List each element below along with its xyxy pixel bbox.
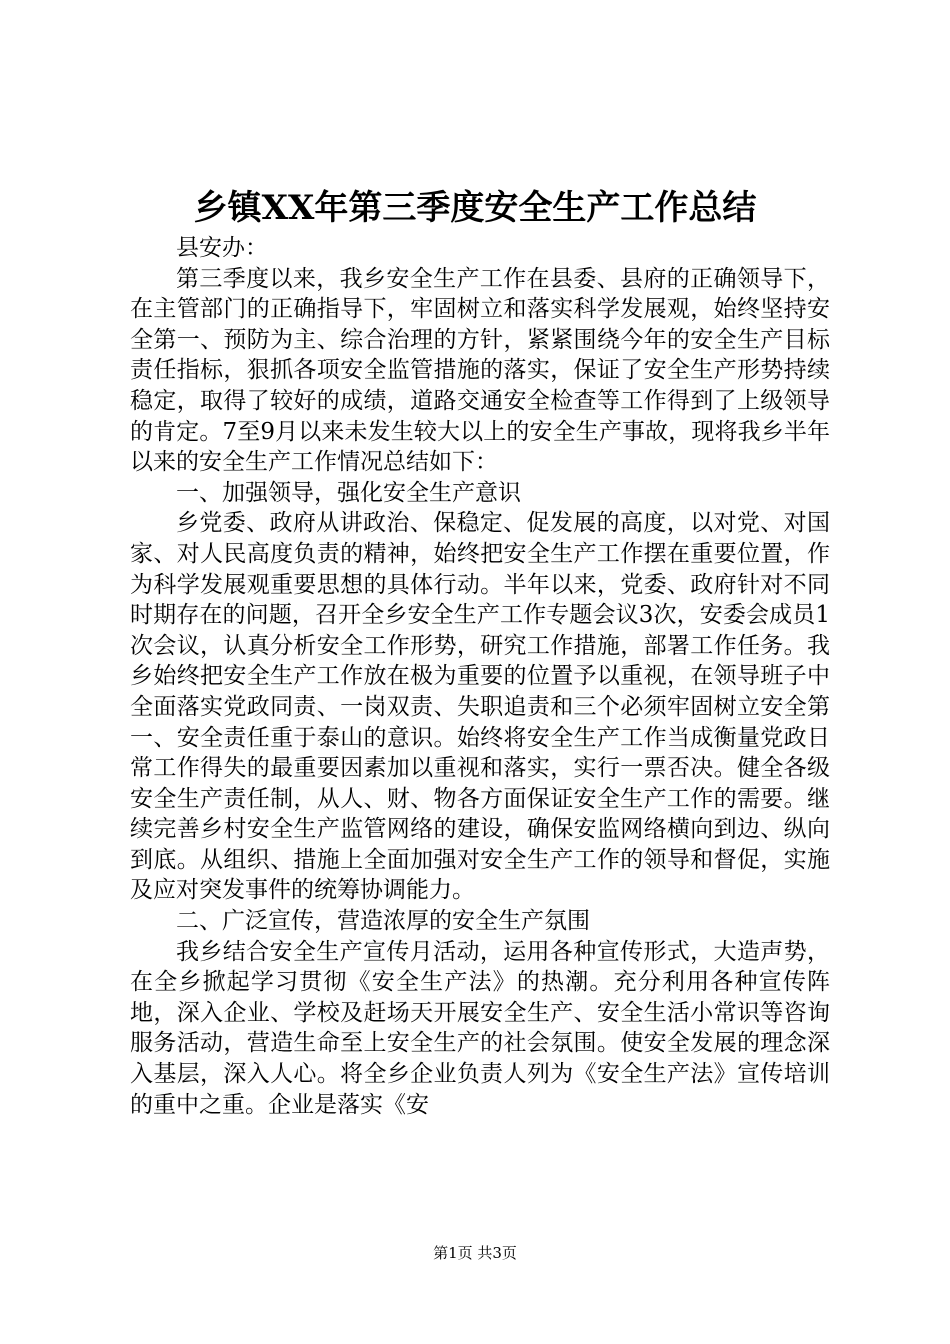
paragraph-section-1: 乡党委、政府从讲政治、保稳定、促发展的高度，以对党、对国家、对人民高度负责的精神，始终把安全生产工作摆在重要位置，作为科学发展观重要思想的具体行动。半年以来，党委、政府针对不同时期存在的问题，召开全乡安全生产工作专题会议3次，安委会成员1次会议，认真分析安全工作形势，研究工作措施，部署工作任务。我乡始终把安全生产工作放在极为重要的位置予以重视，在领导班子中全面落实党政同责、一岗双责、失职追责和三个必须牢固树立安全第一、安全责任重于泰山的意识。始终将安全生产工作当成衡量党政日常工作得失的最重要因素加以重视和落实，实行一票否决。健全各级安全生产责任制，从人、财、物各方面保证安全生产工作的需要。继续完善乡村安全生产监管网络的建设，确保安监网络横向到边、纵向到底。从组织、措施上全面加强对安全生产工作的领导和督促，实施及应对突发事件的统筹协调能力。 [130, 510, 830, 904]
section-heading-2: 二、广泛宣传，营造浓厚的安全生产氛围 [176, 908, 590, 935]
salutation: 县安办： [176, 235, 268, 261]
page-number-footer: 第1页 共3页 [433, 1244, 517, 1262]
section-heading-1: 一、加强领导，强化安全生产意识 [176, 479, 521, 506]
document-title: 乡镇XX年第三季度安全生产工作总结 [193, 188, 757, 228]
paragraph-intro: 第三季度以来，我乡安全生产工作在县委、县府的正确领导下，在主管部门的正确指导下，牢固树立和落实科学发展观，始终坚持安全第一、预防为主、综合治理的方针，紧紧围绕今年的安全生产目标责任指标，狠抓各项安全监管措施的落实，保证了安全生产形势持续稳定，取得了较好的成绩，道路交通安全检查等工作得到了上级领导的肯定。7至9月以来未发生较大以上的安全生产事故，现将我乡半年以来的安全生产工作情况总结如下： [130, 265, 830, 476]
document-body [130, 233, 830, 1120]
paragraph-section-2: 我乡结合安全生产宣传月活动，运用各种宣传形式，大造声势，在全乡掀起学习贯彻《安全生产法》的热潮。充分利用各种宣传阵地，深入企业、学校及赶场天开展安全生产、安全生活小常识等咨询服务活动，营造生命至上安全生产的社会氛围。使安全发展的理念深入基层，深入人心。将全乡企业负责人列为《安全生产法》宣传培训的重中之重。企业是落实《安 [130, 938, 830, 1118]
